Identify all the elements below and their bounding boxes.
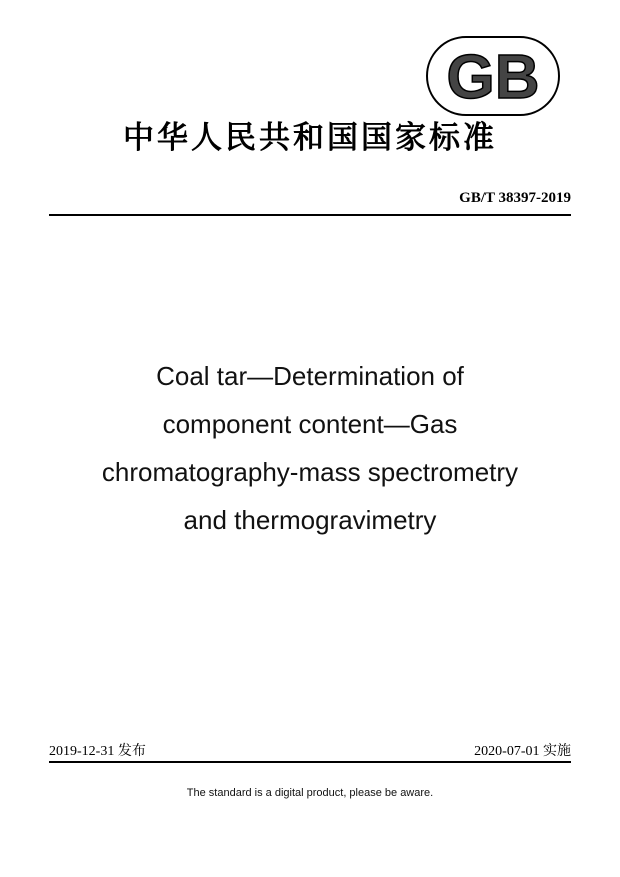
issue-label: 发布 xyxy=(117,744,146,759)
document-title xyxy=(40,352,580,544)
issue-date xyxy=(49,740,146,760)
bottom-divider xyxy=(49,761,571,763)
top-divider xyxy=(49,214,571,216)
implementation-date xyxy=(474,740,571,760)
issue-date-value: 2019-12-31 xyxy=(49,744,115,759)
title-line-1: Coal tar—Determination of xyxy=(156,361,464,391)
standard-number: GB/T 38397-2019 xyxy=(459,190,571,206)
title-line-4: and thermogravimetry xyxy=(183,505,437,535)
impl-label: 实施 xyxy=(543,744,571,759)
org-title: 中华人民共和国国家标准 xyxy=(123,120,497,156)
svg-text:GB: GB xyxy=(446,43,540,112)
title-line-3: chromatography-mass spectrometry xyxy=(101,457,519,487)
title-line-2: component content—Gas xyxy=(162,409,458,439)
gb-logo xyxy=(426,36,560,116)
impl-date-value: 2020-07-01 xyxy=(474,744,540,759)
digital-notice: The standard is a digital product, please be aware. xyxy=(186,787,434,799)
